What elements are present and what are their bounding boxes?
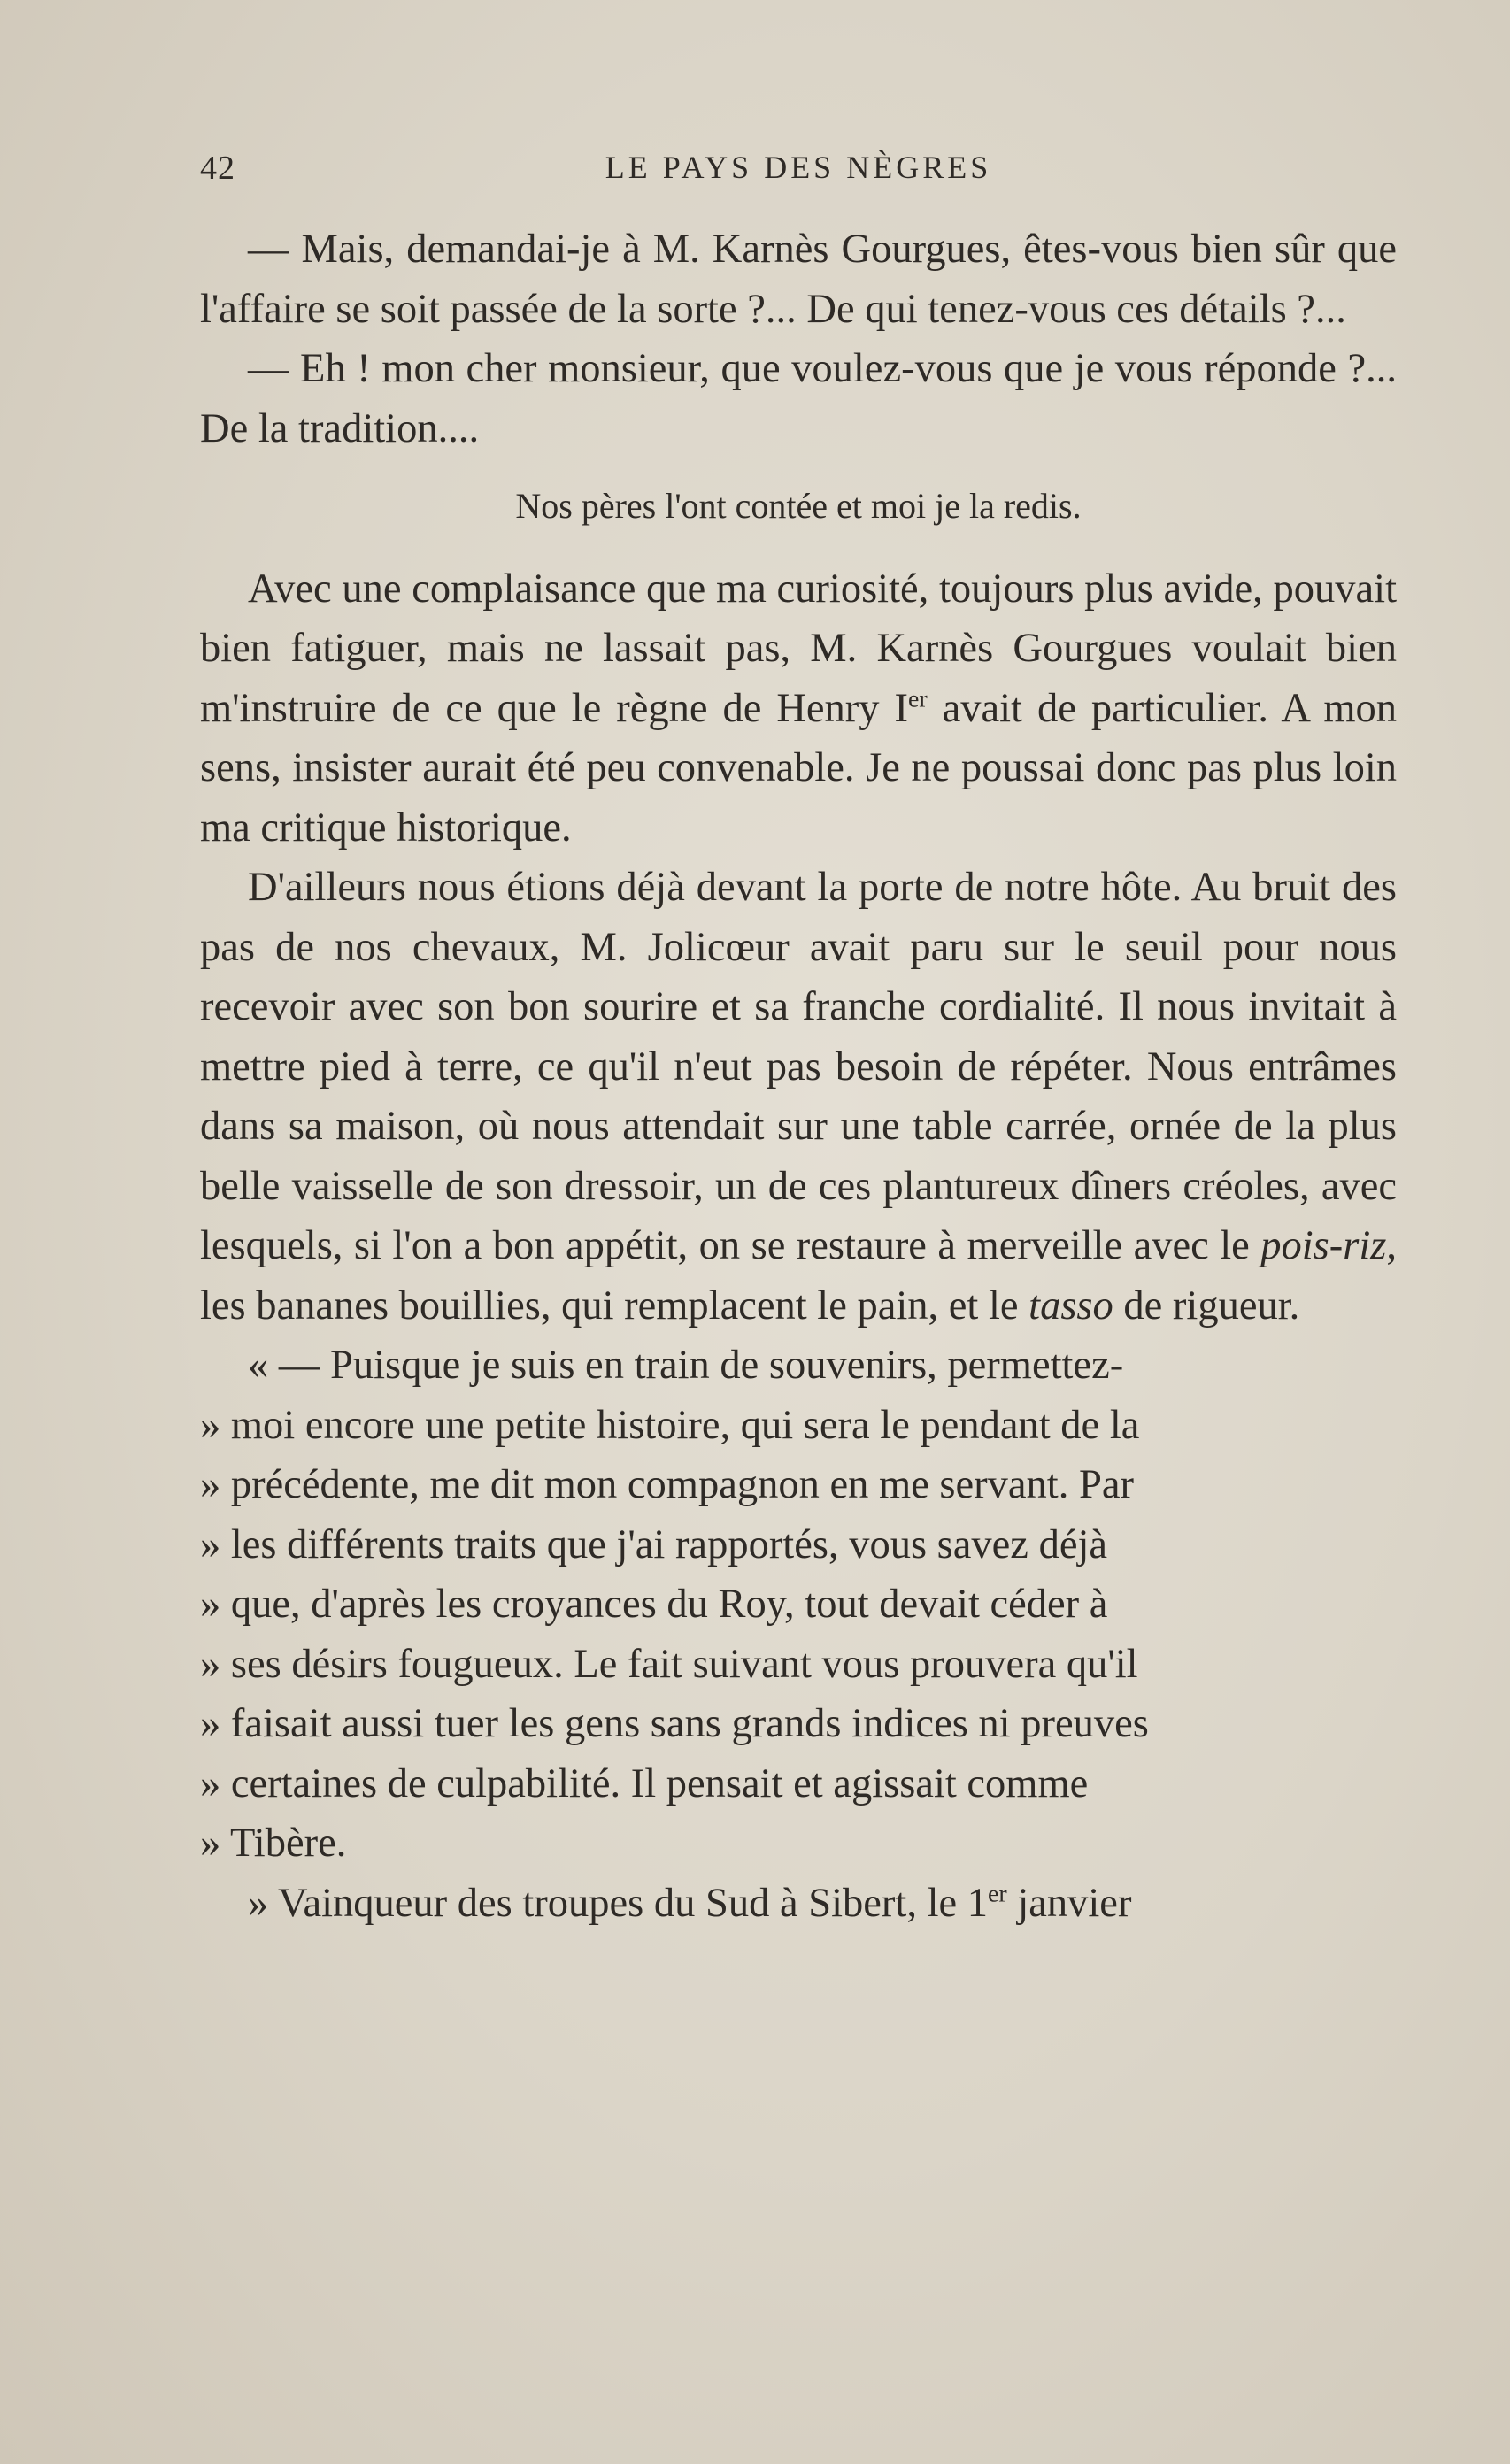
ordinal-superscript: er [907,685,928,712]
paragraph-arrival [200,858,1397,1336]
quoted-line: » que, d'après les croyances du Roy, tout devait céder à [200,1582,1108,1627]
paragraph-arrival-part-b: , les bananes bouillies, qui remplacent le pain, et le [200,1223,1397,1328]
term-pois-riz: pois-riz [1260,1223,1387,1268]
term-tasso: tasso [1028,1282,1113,1328]
quoted-line: » précédente, me dit mon compagnon en me servant. Par [200,1462,1134,1507]
running-title: LE PAYS DES NÈGRES [605,150,992,185]
paragraph-vainqueur-part-b: janvier [1006,1880,1132,1926]
paragraph-arrival-part-a: D'ailleurs nous étions déjà devant la porte de notre hôte. Au bruit des pas de nos chevaux, M. Jolicœur avait paru sur le seuil pour nous recevoir avec son bon sourire et sa franche cordialité. Il nous invitait à mettre pied à terre, ce qu'il n'eut pas besoin de répéter. Nous entrâmes dans sa maison, où nous attendait sur une table carrée, ornée de la plus belle vaisselle de son dressoir, un de ces plantureux dîners créoles, avec lesquels, si l'on a bon appétit, on se restaure à merveille avec le [200,865,1397,1268]
paragraph-vainqueur [200,1874,1397,1934]
quoted-line: » faisait aussi tuer les gens sans grands indices ni preuves [200,1701,1149,1746]
quoted-line: « — Puisque je suis en train de souvenirs, permettez- [248,1343,1124,1388]
paragraph-vainqueur-part-a: » Vainqueur des troupes du Sud à Sibert, le 1 [248,1880,989,1926]
paragraph-arrival-part-c: de rigueur. [1113,1282,1300,1328]
paragraph-complaisance-part-b: avait de particulier. A mon sens, insister aurait été peu convenable. Je ne poussai donc pas plus loin ma critique historique. [200,685,1398,851]
quoted-line: » moi encore une petite histoire, qui sera le pendant de la [200,1402,1140,1448]
quoted-line: » les différents traits que j'ai rapportés, vous savez déjà [200,1521,1108,1567]
quoted-line: » certaines de culpabilité. Il pensait et agissait comme [200,1760,1089,1806]
quoted-line: » Tibère. [200,1821,347,1866]
verse-quotation: Nos pères l'ont contée et moi je la redis. [515,486,1082,526]
quoted-line: » ses désirs fougueux. Le fait suivant vous prouvera qu'il [200,1641,1138,1687]
page-header [200,149,1397,202]
paragraph-complaisance-part-a: Avec une complaisance que ma curiosité, toujours plus avide, pouvait bien fatiguer, mais ne lassait pas, M. Karnès Gourgues voulait bien m'instruire de ce que le règne de Henry I [200,566,1397,731]
paragraph-dialogue-2: — Eh ! mon cher monsieur, que voulez-vous que je vous réponde ?... De la tradition.... [200,346,1397,451]
ordinal-superscript: er [988,1880,1007,1907]
body-text [200,219,1397,1933]
page-number: 42 [200,150,235,187]
paragraph-complaisance [200,559,1397,859]
paragraph-dialogue-1: — Mais, demandai-je à M. Karnès Gourgues, êtes-vous bien sûr que l'affaire se soit passée de la sorte ?... De qui tenez-vous ces détails ?... [200,227,1397,332]
